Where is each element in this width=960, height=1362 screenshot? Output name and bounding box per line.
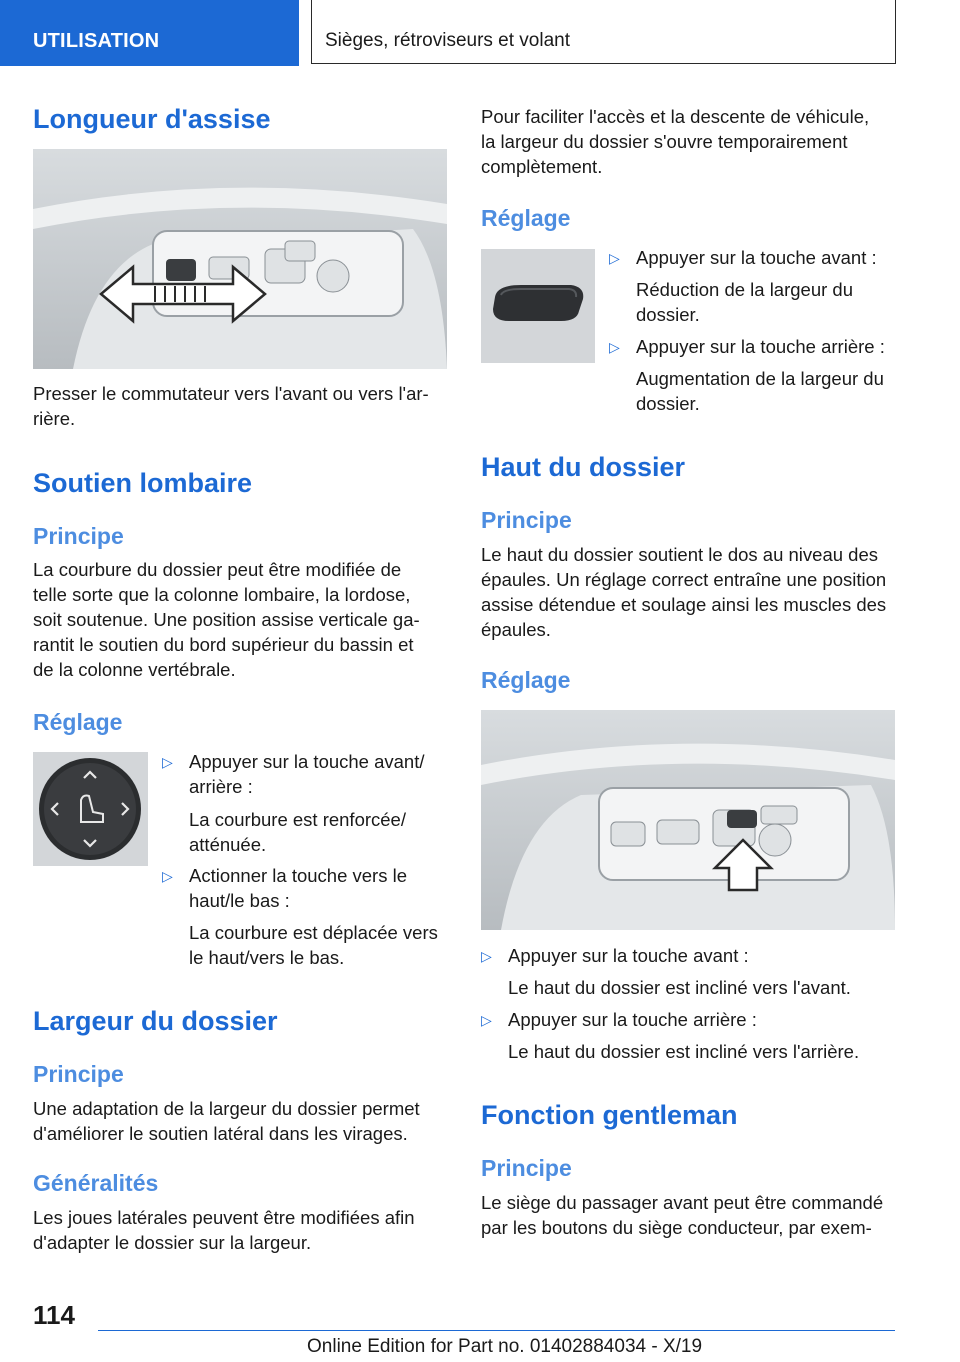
heading-general: Généralités	[33, 1170, 159, 1196]
heading-gentleman-principle: Principe	[481, 1155, 572, 1181]
section-tab	[0, 0, 299, 66]
gentleman-principle-text: Le siège du passager avant peut être commandé par les boutons du siège conducteur, par exem-	[481, 1192, 884, 1238]
upper-principle-text: Le haut du dossier soutient le dos au niveau des épaules. Un réglage correct entraîne une position assise détendue et soulage ainsi les muscles des épaules.	[481, 544, 887, 640]
triangle-bullet-icon: ▷	[609, 250, 620, 266]
backrest-intro-text: Pour faciliter l'accès et la descente de véhicule, la largeur du dossier s'ouvre temporairement complètement.	[481, 106, 870, 177]
heading-lumbar: Soutien lombaire	[33, 468, 253, 498]
footer-divider	[98, 1330, 895, 1331]
heading-backrest-principle: Principe	[33, 1061, 124, 1087]
triangle-bullet-icon: ▷	[481, 948, 492, 964]
page-number: 114	[33, 1300, 75, 1330]
heading-lumbar-adjust: Réglage	[33, 709, 123, 735]
general-text: Les joues latérales peuvent être modifiées afin d'adapter le dossier sur la largeur.	[33, 1207, 415, 1253]
heading-gentleman: Fonction gentleman	[481, 1100, 738, 1130]
triangle-bullet-icon: ▷	[609, 339, 620, 355]
chapter-tab	[311, 0, 896, 64]
lumbar-principle-text: La courbure du dossier peut être modifiée de telle sorte que la colonne lombaire, la lordose, soit soutenue. Une position assise verticale ga- rantit le soutien du bord supérieur du bassin et de la colonne vertébrale.	[33, 559, 420, 680]
online-edition-text: Online Edition for Part no. 01402884034 - X/19	[307, 1336, 703, 1357]
heading-upper-adjust: Réglage	[481, 667, 571, 693]
chapter-label: Sièges, rétroviseurs et volant	[325, 30, 571, 51]
heading-seat-length: Longueur d'assise	[33, 104, 271, 134]
triangle-bullet-icon: ▷	[481, 1012, 492, 1028]
backrest-principle-text: Une adaptation de la largeur du dossier permet d'améliorer le soutien latéral dans les virages.	[33, 1098, 420, 1144]
lumbar-button-image	[33, 752, 148, 866]
width-button-image	[481, 249, 595, 363]
heading-lumbar-principle: Principe	[33, 523, 124, 549]
seat-length-text: Presser le commutateur vers l'avant ou vers l'ar- rière.	[33, 383, 429, 429]
heading-backrest-width: Largeur du dossier	[33, 1006, 278, 1036]
upper-backrest-switch-image	[481, 710, 895, 930]
section-label: UTILISATION	[33, 30, 160, 52]
seat-length-switch-image	[33, 149, 447, 369]
heading-upper-backrest: Haut du dossier	[481, 452, 686, 482]
heading-upper-principle: Principe	[481, 507, 572, 533]
triangle-bullet-icon: ▷	[162, 754, 173, 770]
heading-width-adjust: Réglage	[481, 205, 571, 231]
triangle-bullet-icon: ▷	[162, 868, 173, 884]
